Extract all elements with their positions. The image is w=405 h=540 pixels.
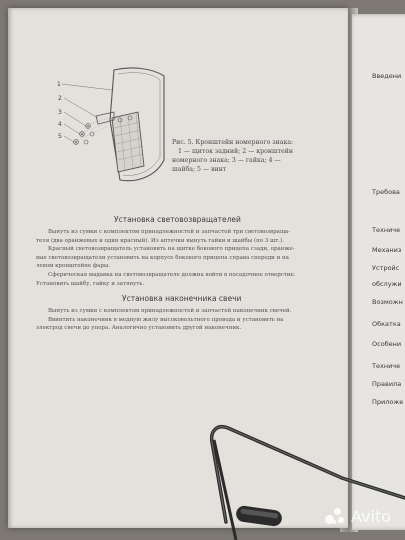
figure-caption <box>172 138 320 174</box>
avito-logo-icon <box>325 508 347 526</box>
toc-item: Особени <box>372 340 402 348</box>
figure-caption-line: шайба; 5 — винт <box>172 166 227 173</box>
toc-item: Возможн <box>372 298 403 306</box>
paragraph-line: вые световозвращатели установить на корпусе бокового прицепа справа спереди и на <box>36 254 289 261</box>
toc-item: Правила <box>372 380 402 388</box>
figure-label-5: 5 <box>58 133 62 140</box>
figure-label-1: 1 <box>57 81 61 88</box>
toc-item: Приложе <box>372 398 404 406</box>
paragraph-line: Сферическая выдавка на световозвращателе должна войти в посадочное отверстие. <box>48 271 296 278</box>
paragraph-line: Ввинтить наконечник в медную жилу высоковольтного провода и установить на <box>48 316 284 323</box>
figure-label-3: 3 <box>58 109 62 116</box>
toc-item: Введени <box>372 72 402 80</box>
avito-watermark-text: Avito <box>351 507 391 526</box>
toc-item: Техниче <box>372 362 401 370</box>
figure-caption-line: 1 — щиток задний; 2 — кронштейн <box>178 148 294 155</box>
paragraph-line: теля (два оранжевых и один красный). Из аптечки вынуть гайки и шайбы (по 3 шт.). <box>36 237 284 244</box>
toc-item: обслужи <box>372 280 402 288</box>
right-page <box>352 14 405 530</box>
paragraph-line: Красный световозвращатель установить на щитке бокового прицепа сзади, оранже- <box>48 246 295 253</box>
paragraph-line: Вынуть из сумки с комплектом принадлежностей и запчастей три световозвраща- <box>48 229 291 235</box>
figure-caption-line: номерного знака; 3 — гайка; 4 — <box>172 157 281 164</box>
figure-caption-line: Рис. 5. Кронштейн номерного знака: <box>172 139 294 146</box>
toc-item: Требова <box>372 188 400 196</box>
section-heading-reflectors: Установка световозвращателей <box>114 215 241 224</box>
figure-label-4: 4 <box>58 121 62 128</box>
figure-label-2: 2 <box>58 95 62 102</box>
section-body-reflectors <box>36 228 326 288</box>
toc-item: Техниче <box>372 226 401 234</box>
paragraph-line: левом кронштейне фары. <box>36 263 111 270</box>
toc-item: Обкатка <box>372 320 401 328</box>
paragraph-line: Установить шайбу, гайку и затянуть. <box>36 280 145 287</box>
avito-watermark <box>325 507 391 526</box>
license-plate-bracket-figure <box>52 60 172 185</box>
toc-item: Устройс <box>372 264 400 272</box>
section-heading-spark-plug: Установка наконечника свечи <box>122 294 242 303</box>
bracket-drawing <box>112 112 144 172</box>
toc-item: Механиз <box>372 246 402 254</box>
paragraph-line: электрод свечи до упора. Аналогично установить другой наконечник. <box>36 325 242 332</box>
section-body-spark-plug <box>36 307 326 333</box>
paragraph-line: Вынуть из сумки с комплектом принадлежностей и запчастей наконечник свечей. <box>48 308 292 314</box>
